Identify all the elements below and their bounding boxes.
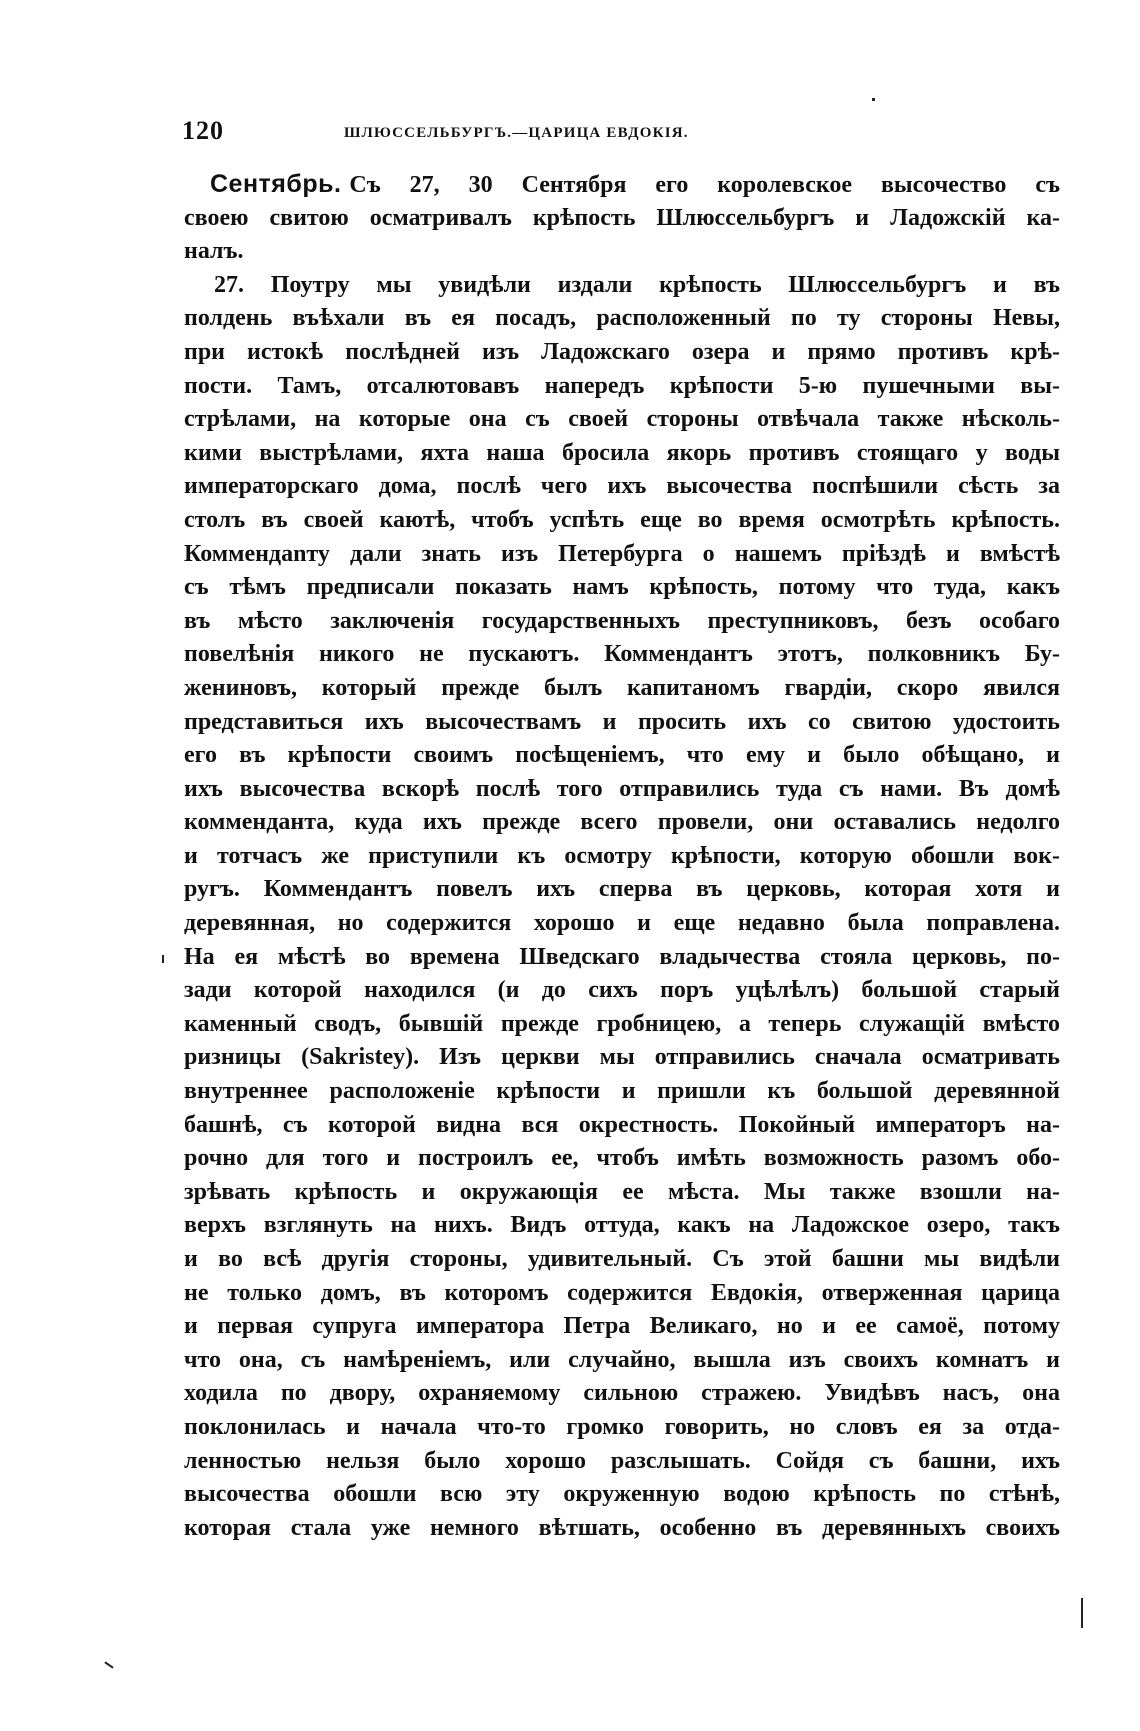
text-line: столъ въ своей каютѣ, чтобъ успѣть еще во время осмотрѣть крѣпость. — [184, 506, 1060, 533]
text-line: пости. Тамъ, отсалютовавъ напередъ крѣпости 5-ю пушечными вы- — [184, 372, 1060, 399]
text-line: зади которой находился (и до сихъ поръ уцѣлѣлъ) большой старый — [184, 977, 1060, 1004]
text-line: при истокѣ послѣдней изъ Ладожскаго озера и прямо противъ крѣ- — [184, 338, 1060, 365]
text-line: ругъ. Коммендантъ повелъ ихъ сперва въ церковь, которая хотя и — [184, 876, 1060, 903]
text-line: На ея мѣстѣ во времена Шведскаго владычества стояла церковь, по- — [184, 943, 1060, 970]
text-line: деревянная, но содержится хорошо и еще недавно была поправлена. — [184, 910, 1060, 937]
scan-speck — [872, 98, 875, 101]
text-line: поклонилась и начала что-то громко говорить, но словъ ея за отда- — [184, 1413, 1060, 1440]
text-line: Коммендanту дали знать изъ Петербурга о нашемъ пріѣздѣ и вмѣстѣ — [184, 540, 1060, 567]
text-line: ленностью нельзя было хорошо разслышать. Сойдя съ башни, ихъ — [184, 1447, 1060, 1474]
text-line: и во всѣ другія стороны, удивительный. Съ этой башни мы видѣли — [184, 1246, 1060, 1272]
running-head: ШЛЮССЕЛЬБУРГЪ.—ЦАРИЦА ЕВДОКІЯ. — [344, 125, 689, 141]
body-text — [184, 168, 1060, 1545]
text-line: высочества обошли всю эту окруженную водою крѣпость по стѣнѣ, — [184, 1481, 1060, 1508]
page-number: 120 — [182, 116, 224, 145]
text-line: кими выстрѣлами, яхта наша бросила якорь противъ стоящаго у воды — [184, 439, 1060, 466]
scan-speck — [1081, 1598, 1083, 1628]
text-line: Сентябрь. Съ 27, 30 Сентября его королевское высочество съ — [210, 170, 1060, 198]
text-line: и первая супруга императора Петра Великаго, но и ее самоё, потому — [184, 1313, 1060, 1340]
text-line: императорскаго дома, послѣ чего ихъ высочества поспѣшили сѣсть за — [184, 473, 1060, 500]
text-line: ихъ высочества вскорѣ послѣ того отправились туда съ нами. Въ домѣ — [184, 775, 1060, 802]
scan-speck — [162, 955, 164, 963]
text-line: ходила по двору, охраняемому сильною стражею. Увидѣвъ насъ, она — [184, 1380, 1060, 1407]
text-line: рочно для того и построилъ ее, чтобъ имѣть возможность разомъ обо- — [184, 1145, 1060, 1172]
text-line: зрѣвать крѣпость и окружающія ее мѣста. Мы также взошли на- — [184, 1178, 1060, 1205]
text-line: повелѣнія никого не пускаютъ. Коммендантъ этотъ, полковникъ Бу- — [184, 641, 1060, 668]
text-line: башнѣ, съ которой видна вся окрестность. Покойный императоръ на- — [184, 1111, 1060, 1138]
text-line: представиться ихъ высочествамъ и просить ихъ со свитою удостоить — [184, 708, 1060, 735]
text-line: ризницы (Sakristey). Изъ церкви мы отправились сначала осматривать — [184, 1044, 1060, 1071]
text-line: 27. Поутру мы увидѣли издали крѣпость Шлюссельбургъ и въ — [214, 271, 1060, 298]
text-line: которая стала уже немного вѣтшать, особенно въ деревянныхъ своихъ — [184, 1514, 1060, 1541]
scan-speck — [104, 1661, 113, 1668]
text-line: своею свитою осматривалъ крѣпость Шлюссельбургъ и Ладожскій ка- — [184, 204, 1060, 231]
text-line: не только домъ, въ которомъ содержится Евдокія, отверженная царица — [184, 1279, 1060, 1306]
text-line: налъ. — [184, 238, 244, 265]
text-line: и тотчасъ же приступили къ осмотру крѣпости, которую обошли вок- — [184, 842, 1060, 869]
text-line: его въ крѣпости своимъ посѣщеніемъ, что ему и было обѣщано, и — [184, 742, 1060, 769]
text-line: верхъ взглянуть на нихъ. Видъ оттуда, какъ на Ладожское озеро, такъ — [184, 1212, 1060, 1239]
page-header — [182, 116, 1062, 152]
text-line: съ тѣмъ предписали показать намъ крѣпость, потому что туда, какъ — [184, 574, 1060, 601]
text-line: жениновъ, который прежде былъ капитаномъ гвардіи, скоро явился — [184, 674, 1060, 701]
text-line: комменданта, куда ихъ прежде всего провели, они оставались недолго — [184, 809, 1060, 836]
month-heading: Сентябрь. — [210, 170, 342, 198]
text-line: что она, съ намѣреніемъ, или случайно, вышла изъ своихъ комнатъ и — [184, 1346, 1060, 1373]
text-line: стрѣлами, на которые она съ своей стороны отвѣчала также нѣсколь- — [184, 406, 1060, 433]
text-line: внутреннее расположеніе крѣпости и пришли къ большой деревянной — [184, 1078, 1060, 1105]
text-line: каменный сводъ, бывшій прежде гробницею, а теперь служащій вмѣсто — [184, 1010, 1060, 1037]
text-line: въ мѣсто заключенія государственныхъ преступниковъ, безъ особаго — [184, 607, 1060, 634]
text-line: полдень въѣхали въ ея посадъ, расположенный по ту стороны Невы, — [184, 305, 1060, 332]
